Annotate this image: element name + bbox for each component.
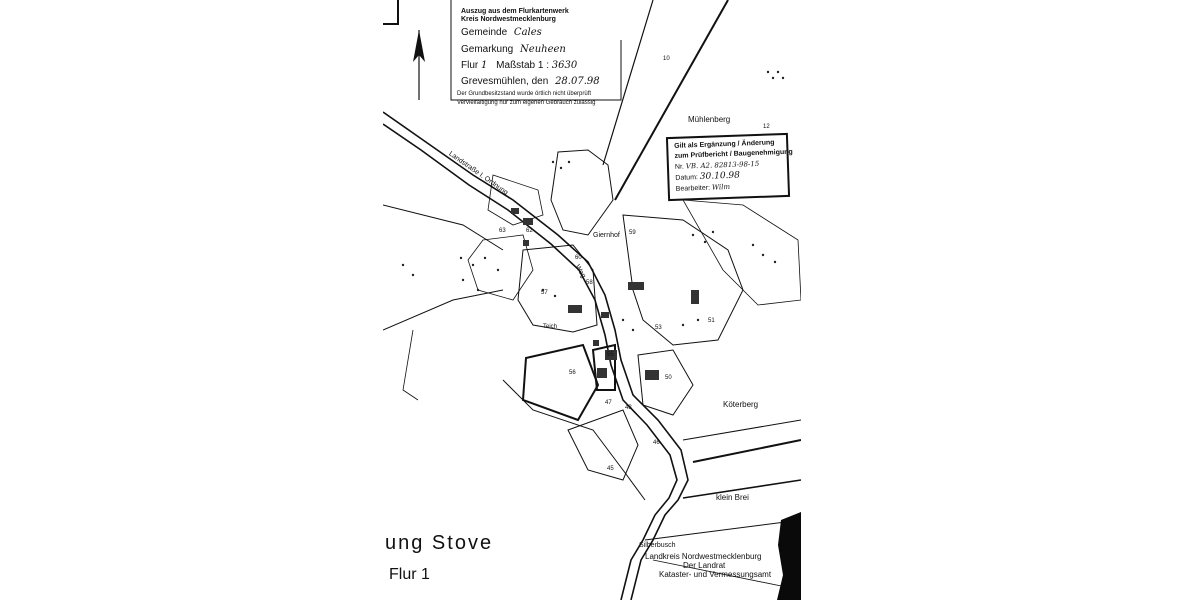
- parcel-number: 50: [665, 375, 672, 381]
- building: [511, 208, 519, 214]
- cutoff-corner-text: Flur 1: [389, 566, 430, 583]
- gemeinde-row: [461, 27, 542, 38]
- authority-line-2: Der Landrat: [683, 561, 726, 570]
- stamp-datum-value: 30.10.98: [699, 170, 741, 182]
- boundary-south-east: [645, 520, 801, 540]
- building: [523, 218, 533, 225]
- parcel-number: 58: [586, 280, 593, 286]
- boundary-west-1: [383, 205, 503, 250]
- stamp-nr-value: VB. A2. 82813-98-15: [685, 159, 760, 171]
- gemeinde-value: Cales: [513, 27, 542, 38]
- building: [628, 282, 644, 290]
- label-road: Landstraße I. Ordnung: [447, 150, 510, 197]
- vegetation-symbols: [402, 71, 793, 331]
- boundary-east-1: [693, 440, 801, 462]
- parcel-east: [683, 200, 801, 305]
- header-note-1: Der Grundbesitzstand wurde örtlich nicht überprüft: [457, 91, 592, 97]
- parcel-number: 55: [607, 352, 614, 358]
- header-title-2: Kreis Nordwestmecklenburg: [461, 16, 556, 23]
- building: [691, 290, 699, 304]
- parcel-number: 62: [526, 228, 533, 234]
- cutoff-title-text: ung Stove: [385, 532, 494, 554]
- parcel-number: 47: [605, 400, 612, 406]
- building: [593, 340, 599, 346]
- approval-stamp: [666, 133, 793, 201]
- gemarkung-value: Neuheen: [520, 44, 566, 55]
- massstab-value: 3630: [551, 60, 578, 71]
- cadastral-map-sheet: [383, 0, 801, 600]
- parcel-number: 56: [569, 370, 576, 376]
- boundary-east-2: [683, 420, 801, 440]
- stamp-line-1: Gilt als Ergänzung / Änderung: [674, 139, 775, 150]
- flur-value: 1: [481, 60, 488, 71]
- scan-shadow: [777, 512, 801, 600]
- building: [597, 368, 607, 378]
- parcel-number: 53: [655, 325, 662, 331]
- label-weg: Weg: [573, 263, 587, 280]
- parcel-number: 57: [541, 290, 548, 296]
- massstab-label: Maßstab 1 :: [496, 60, 549, 71]
- building: [645, 370, 659, 380]
- authority-line-3: Kataster- und Vermessungsamt: [659, 570, 772, 579]
- parcel-number: 59: [629, 230, 636, 236]
- sheet-corner-mark: [383, 0, 398, 24]
- parcel-number: 48: [625, 405, 632, 411]
- gemarkung-label: Gemarkung: [461, 44, 514, 55]
- parcel-far-west: [403, 330, 418, 400]
- flur-row: [461, 60, 577, 71]
- parcel-number: 46: [653, 440, 660, 446]
- parcel-number: 60: [575, 255, 582, 261]
- gemarkung-row: [461, 44, 566, 55]
- parcel-number: 45: [607, 466, 614, 472]
- ort-datum-label: Grevesmühlen, den: [461, 76, 549, 87]
- boundary-north-west: [603, 0, 653, 165]
- building: [568, 305, 582, 313]
- label-klein-brei: klein Brei: [716, 493, 749, 502]
- parcel-number: 10: [663, 56, 670, 62]
- stamp-nr-label: Nr.: [674, 163, 685, 171]
- stamp-bearbeiter-value: Wilm: [711, 182, 731, 192]
- header-title-1: Auszug aus dem Flurkartenwerk: [461, 8, 569, 15]
- label-muehlenberg: Mühlenberg: [688, 115, 731, 124]
- parcel-divider: [503, 380, 645, 500]
- parcel-50: [638, 350, 693, 415]
- label-silberbusch: Silberbusch: [639, 542, 676, 549]
- stamp-bearbeiter-label: Bearbeiter:: [675, 184, 711, 193]
- parcel-56: [523, 345, 598, 420]
- label-giernhof: Giernhof: [593, 232, 620, 239]
- map-linework: [383, 0, 801, 600]
- label-koeterberg: Köterberg: [723, 400, 759, 409]
- label-teich: Teich: [543, 324, 558, 330]
- header-note-2: Vervielfältigung nur zum eigenen Gebrauch zulässig: [457, 100, 596, 106]
- flur-label: Flur: [461, 60, 479, 71]
- boundary-west-2: [383, 290, 503, 330]
- building: [601, 312, 609, 318]
- gemeinde-label: Gemeinde: [461, 27, 508, 38]
- ort-datum-value: 28.07.98: [555, 76, 600, 87]
- parcel-number: 63: [499, 228, 506, 234]
- parcel-number: 51: [708, 318, 715, 324]
- building: [523, 240, 529, 246]
- ort-datum-row: [461, 76, 600, 87]
- stamp-datum-label: Datum:: [675, 174, 699, 182]
- authority-line-1: Landkreis Nordwestmecklenburg: [645, 552, 762, 561]
- road-right-edge: [383, 124, 677, 600]
- stamp-line-2: zum Prüfbericht / Baugenehmigung: [674, 148, 793, 160]
- parcel-number: 12: [763, 124, 770, 130]
